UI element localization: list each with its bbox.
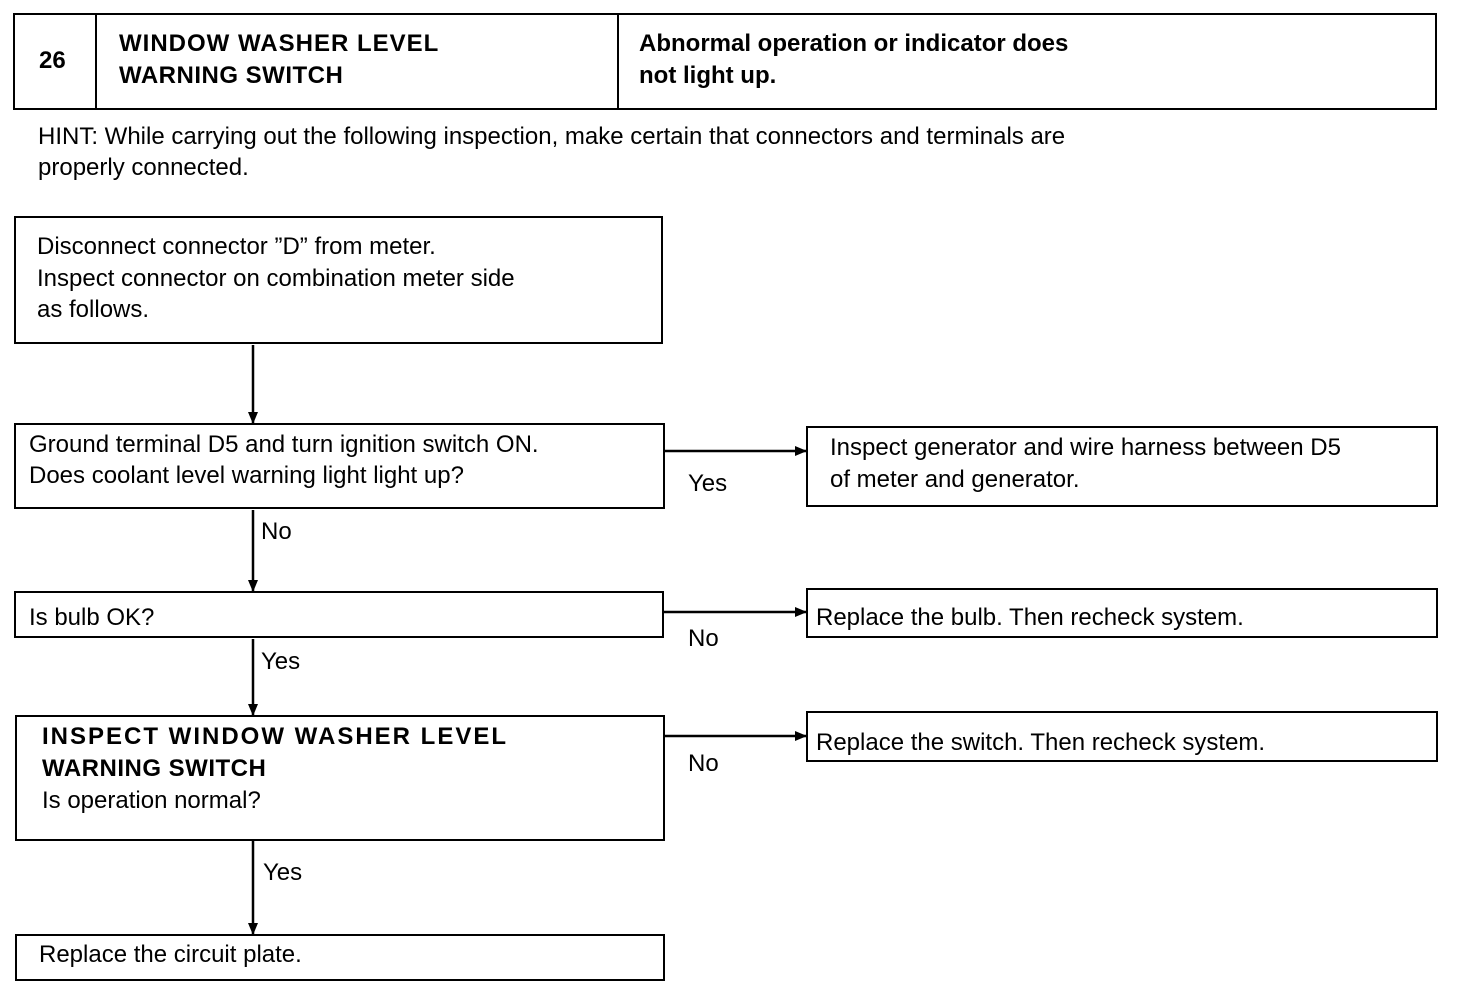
label-step4-no: No [688,750,719,777]
hint-line2: properly connected. [38,154,249,181]
header-symptom-line1: Abnormal operation or indicator does [639,30,1069,57]
label-step3-no: No [688,625,719,652]
step1-line3: as follows. [37,296,150,323]
label-step2-no: No [261,518,292,545]
step4-line1: INSPECT WINDOW WASHER LEVEL [42,723,509,750]
header-number: 26 [39,47,66,74]
step3-box [14,591,664,638]
result1-line2: of meter and generator. [830,466,1080,493]
step2-line2: Does coolant level warning light light up? [29,462,464,489]
result2-box [806,588,1438,638]
header-symptom-line2: not light up. [639,62,777,89]
result1-box [806,426,1438,507]
step4-line3: Is operation normal? [42,787,261,814]
step1-box [14,216,663,344]
step1-line1: Disconnect connector ”D” from meter. [37,233,436,260]
step3-line1: Is bulb OK? [29,604,155,631]
step4-box [15,715,665,841]
step5-box [15,934,665,981]
step1-line2: Inspect connector on combination meter side [37,265,515,292]
header-title-line2: WARNING SWITCH [119,62,344,89]
result3-line1: Replace the switch. Then recheck system. [816,729,1266,756]
label-step4-yes: Yes [263,859,303,886]
step4-line2: WARNING SWITCH [42,755,267,782]
hint-line1: HINT: While carrying out the following inspection, make certain that connectors and terminals are [38,123,1066,150]
step2-line1: Ground terminal D5 and turn ignition switch ON. [29,431,539,458]
header-title-line1: WINDOW WASHER LEVEL [119,30,440,57]
result1-line1: Inspect generator and wire harness between D5 [830,434,1341,461]
label-step2-yes: Yes [688,470,728,497]
label-step3-yes: Yes [261,648,301,675]
step5-line1: Replace the circuit plate. [39,941,302,968]
result2-line1: Replace the bulb. Then recheck system. [816,604,1244,631]
step2-box [14,423,665,509]
result3-box [806,711,1438,762]
